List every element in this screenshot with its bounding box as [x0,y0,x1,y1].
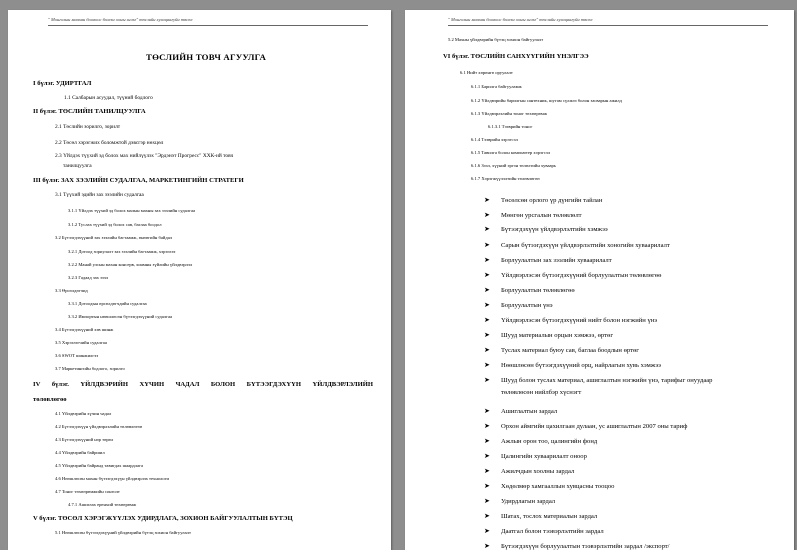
toc-entry: 3.1.2 Туслах түүхий эд болох сав, баглаа боодол [68,222,162,227]
arrow-bullet-icon: ➤ [484,225,490,233]
bullet-text: Шууд болон туслах материал, ашиглалтын нэгжийн үнэ, тарифыг онуудаар [501,377,713,384]
header-rule [448,25,768,26]
toc-entry: 3.3 Өрсөлдөгчид [55,288,88,293]
bullet-text: Удирдлагын зардал [501,498,556,505]
bullet-text: Үйлдвэрлэсэн бүтээгдэхүүний борлуулалтын төлөвлөгөө [501,272,662,279]
toc-entry: 4.1 Үйлдвэрийн хүчин чадал [55,411,112,416]
toc-entry: 2.2 Төсөл хэрэгжих боломжтой дэвсгэр нөхцөл [55,140,164,146]
toc-entry: 2.3 Үйлдэх түүхий эд болох мах нийлүүлэх "Эрдэнэт Прогресс" ХХК-ий товч [55,153,234,159]
arrow-bullet-icon: ➤ [484,437,490,445]
chapter-4-word: бүлэг. [51,381,69,388]
toc-entry: 6.1.5 Тавилга болон компьютер хэрэгсэл [471,150,551,155]
chapter-4-word: БҮТЭЭГДЭХҮҮН [246,381,301,388]
arrow-bullet-icon: ➤ [484,422,490,430]
bullet-text: Үйлдвэрлэсэн бүтээгдэхүүний нийт болон нэгжийн үнэ [501,317,658,324]
bullet-text: Мөнгөн урсгалын төлөвлөлт [501,212,582,219]
page-title: ТӨСЛИЙН ТОВЧ АГУУЛГА [146,52,267,62]
arrow-bullet-icon: ➤ [484,271,490,279]
bullet-item [484,483,614,491]
arrow-bullet-icon: ➤ [484,256,490,264]
bullet-text: Орхон аймгийн цахилгаан дулаан, ус ашиглалтын 2007 оны тариф [501,423,688,430]
bullet-item [484,347,639,355]
toc-entry: 3.7 Маркетингийн бодлого, зорилго [55,366,125,371]
bullet-text: Борлуулалтын зах зээлийн хуваарилалт [501,257,612,264]
chapter-4-word: ЧАДАЛ [175,381,200,388]
toc-entry: 6.1.1 Барилга байгууламж [471,84,522,89]
bullet-text: Бүтээгдэхүүн борлуулалтын тээвэрлэлтийн зардал /экспорт/ [501,543,670,550]
toc-entry: 3.3.1 Дотоодын өрсөлдөгчдийн судалгаа [68,301,147,306]
toc-entry: 3.2.2 Манай улсын махан консерв, хиамны зүйлийн үйлдвэрлэл [68,262,193,267]
bullet-item [484,377,712,385]
toc-chapter: V бүлэг. ТӨСӨЛ ХЭРЭГЖҮҮЛЭХ УДИРДЛАГА, ЗОХИОН БАЙГУУЛАЛТЫН БҮТЭЦ [33,515,293,522]
toc-entry: 3.1.1 Үйлдэх түүхий эд болох малын махны зах зээлийн судалгаа [68,208,196,213]
arrow-bullet-icon: ➤ [484,331,490,339]
arrow-bullet-icon: ➤ [484,467,490,475]
toc-entry: 4.6 Нөөшлөсөн махан бүтээгдэхүүн үйлдвэрлэх технологи [55,476,169,481]
bullet-item [484,438,597,446]
toc-entry: 3.2 Бүтээгдэхүүний зах зээлийн багтаамж, өнөөгийн байдал [55,235,173,240]
chapter-4-word: ҮЙЛДВЭРИЙН [80,381,128,388]
toc-entry: 3.2.3 Гадаад зах зээл [68,275,109,280]
document-page-2 [405,10,794,550]
toc-chapter: III бүлэг. ЗАХ ЗЭЭЛИЙН СУДАЛГАА, МАРКЕТИНГИЙН СТРАТЕГИ [33,177,244,184]
bullet-item [484,317,657,325]
header-rule [48,25,368,26]
toc-entry: 6.1.3.1 Тээврийн тоног [488,124,533,129]
bullet-item [484,498,555,506]
bullet-item [484,272,661,280]
bullet-text: Борлуулалтын төлөвлөгөө [501,287,575,294]
arrow-bullet-icon: ➤ [484,512,490,520]
toc-chapter-4-continuation: төлөвлөгөө [33,396,67,403]
chapter-4-word: БОЛОН [210,381,236,388]
toc-entry: 4.5 Үйлдвэрийн байранд тавигдах шаардлага [55,463,144,468]
toc-chapter: VI бүлэг. ТӨСЛИЙН САНХҮҮГИЙН ҮНЭЛГЭЭ [443,53,589,60]
chapter-4-word: IV [33,381,41,388]
bullet-item [484,468,574,476]
toc-entry: 5.1 Нөөшлөсөн бүтээгдэхүүний үйлдвэрийн бүтэц зохион байгуулалт [55,530,191,535]
bullet-item [484,408,557,416]
bullet-item [484,423,687,431]
toc-entry: 3.6 SWOT шинжилгээ [55,353,99,358]
arrow-bullet-icon: ➤ [484,286,490,294]
toc-entry: танилцуулга [63,163,92,169]
toc-chapter-4 [33,382,373,389]
toc-entry: 2.1 Төслийн зорилго, зорилт [55,124,121,130]
bullet-item [484,242,670,250]
toc-entry: 3.3.2 Импортын нөөшлөсөн бүтээгдэхүүний судалгаа [68,314,173,319]
bullet-text: Борлуулалтын үнэ [501,302,553,309]
page-header: " Монголын маахан боовоос бэлгэн ооны иглэг" төслийн хугацаагуйн төсөл [48,17,193,22]
bullet-item [484,362,661,370]
bullet-item [484,528,604,536]
toc-entry: 3.4 Бүтээгдэхүүний хэв шинж [55,327,114,332]
chapter-4-word: ҮЙЛДВЭРЛЭЛИЙН [312,381,373,388]
bullet-text: Хөдөлмөр хамгааллын хувцасны тооцоо [501,483,615,490]
bullet-item [484,197,602,205]
toc-entry: 4.2 Бүтээгдэхүүн үйлдвэрлэлийн төлөвлөгөө [55,424,143,429]
arrow-bullet-icon: ➤ [484,542,490,550]
toc-entry: 4.3 Бүтээгдэхүүний нэр төрөл [55,437,114,442]
arrow-bullet-icon: ➤ [484,196,490,204]
arrow-bullet-icon: ➤ [484,482,490,490]
arrow-bullet-icon: ➤ [484,527,490,535]
bullet-text: Ашиглалтын зардал [501,408,558,415]
arrow-bullet-icon: ➤ [484,452,490,460]
toc-entry: 4.7.1 Ашиглах еренхий төхөөрөмж [68,502,137,507]
bullet-text: Нөөшлөсөн бүтээгдэхүүний орц, найрлагын хувь хэмжээ [501,362,661,369]
bullet-item [484,287,575,295]
arrow-bullet-icon: ➤ [484,361,490,369]
arrow-bullet-icon: ➤ [484,241,490,249]
toc-chapter: II бүлэг. ТӨСЛИЙН ТАНИЛЦУУЛГА [33,108,146,115]
toc-entry: 4.7 Тоног төхөөрөмжийн сонголт [55,489,120,494]
bullet-item [484,543,670,550]
bullet-text: төлөвлөсөн нийлбэр хүснэгт [501,389,582,396]
toc-entry: 3.1 Түүхий эдийн зах зээлийн судалгаа [55,192,144,198]
page-header: " Монголын маахан боовоос бэлгэн ооны иглэг" төслийн хугацаагуйн төсөл [448,17,593,22]
toc-entry: 4.4 Үйлдвэрийн байршил [55,450,105,455]
toc-entry: 3.5 Хэрэглэгчийн судалгаа [55,340,107,345]
toc-chapter: I бүлэг. УДИРТГАЛ [33,80,92,87]
toc-entry: 5.2 Махны үйлдвэрийн бүтэц зохион байгуулалт [448,37,544,42]
arrow-bullet-icon: ➤ [484,211,490,219]
bullet-text: Ажилчдын хоолны зардал [501,468,575,475]
arrow-bullet-icon: ➤ [484,407,490,415]
arrow-bullet-icon: ➤ [484,497,490,505]
bullet-item [484,226,608,234]
bullet-text: Бүтээгдэхүүн үйлдвэрлэлтийн хэмжээ [501,226,608,233]
toc-entry: 6.1.6 Зээл, хүүний эргэн төлөлтийн хуваарь [471,163,556,168]
bullet-text: Сарын бүтээгдэхүүн үйлдвэрлэлтийн хоногийн хуваарилалт [501,242,670,249]
bullet-item [484,332,613,340]
bullet-text: Шатах, тослох материалын зардал [501,513,598,520]
arrow-bullet-icon: ➤ [484,301,490,309]
bullet-text: Төсөлсөн орлого үр дүнгийн тайлан [501,197,603,204]
bullet-item [484,257,612,265]
bullet-continuation [501,390,581,397]
bullet-item [484,513,597,521]
bullet-text: Цалингийн хуваарилалт оноор [501,453,587,460]
bullet-item [484,302,553,310]
bullet-item [484,212,582,220]
arrow-bullet-icon: ➤ [484,346,490,354]
toc-entry: 6.1.2 Үйлдвэрийн барилгын сантехник, шугам сүлжээ болон засварын ажилд [471,98,622,103]
bullet-text: Туслах материал буюу сав, баглаа боодлын өртөг [501,347,639,354]
document-page-1 [8,10,391,550]
toc-entry: 3.2.1 Дотоод зориулалт зах зээлийн багтаамж, хэрэглээ [68,249,176,254]
toc-entry: 6.1.7 Хэрэгжүүлэлтийн төлөвлөгөө [471,176,540,181]
chapter-4-word: ХҮЧИН [139,381,165,388]
toc-entry: 6.1.4 Тээврийн хэрэгсэл [471,137,518,142]
arrow-bullet-icon: ➤ [484,316,490,324]
arrow-bullet-icon: ➤ [484,376,490,384]
toc-entry: 1.1 Салбарын асуудал, түүний бодлого [64,95,153,101]
bullet-text: Ажлын орон тоо, цалингийн фонд [501,438,598,445]
bullet-text: Даатгал болон тээвэрлэлтийн зардал [501,528,604,535]
toc-entry: 6.1.3 Үйлдвэрлэлийн тоног төхөөрөмж [471,111,548,116]
bullet-text: Шууд материалын орцын хэмжээ, өртөг [501,332,614,339]
bullet-item [484,453,587,461]
toc-entry: 6.1 Нийт хөрөнгө оруулалт [460,70,513,75]
